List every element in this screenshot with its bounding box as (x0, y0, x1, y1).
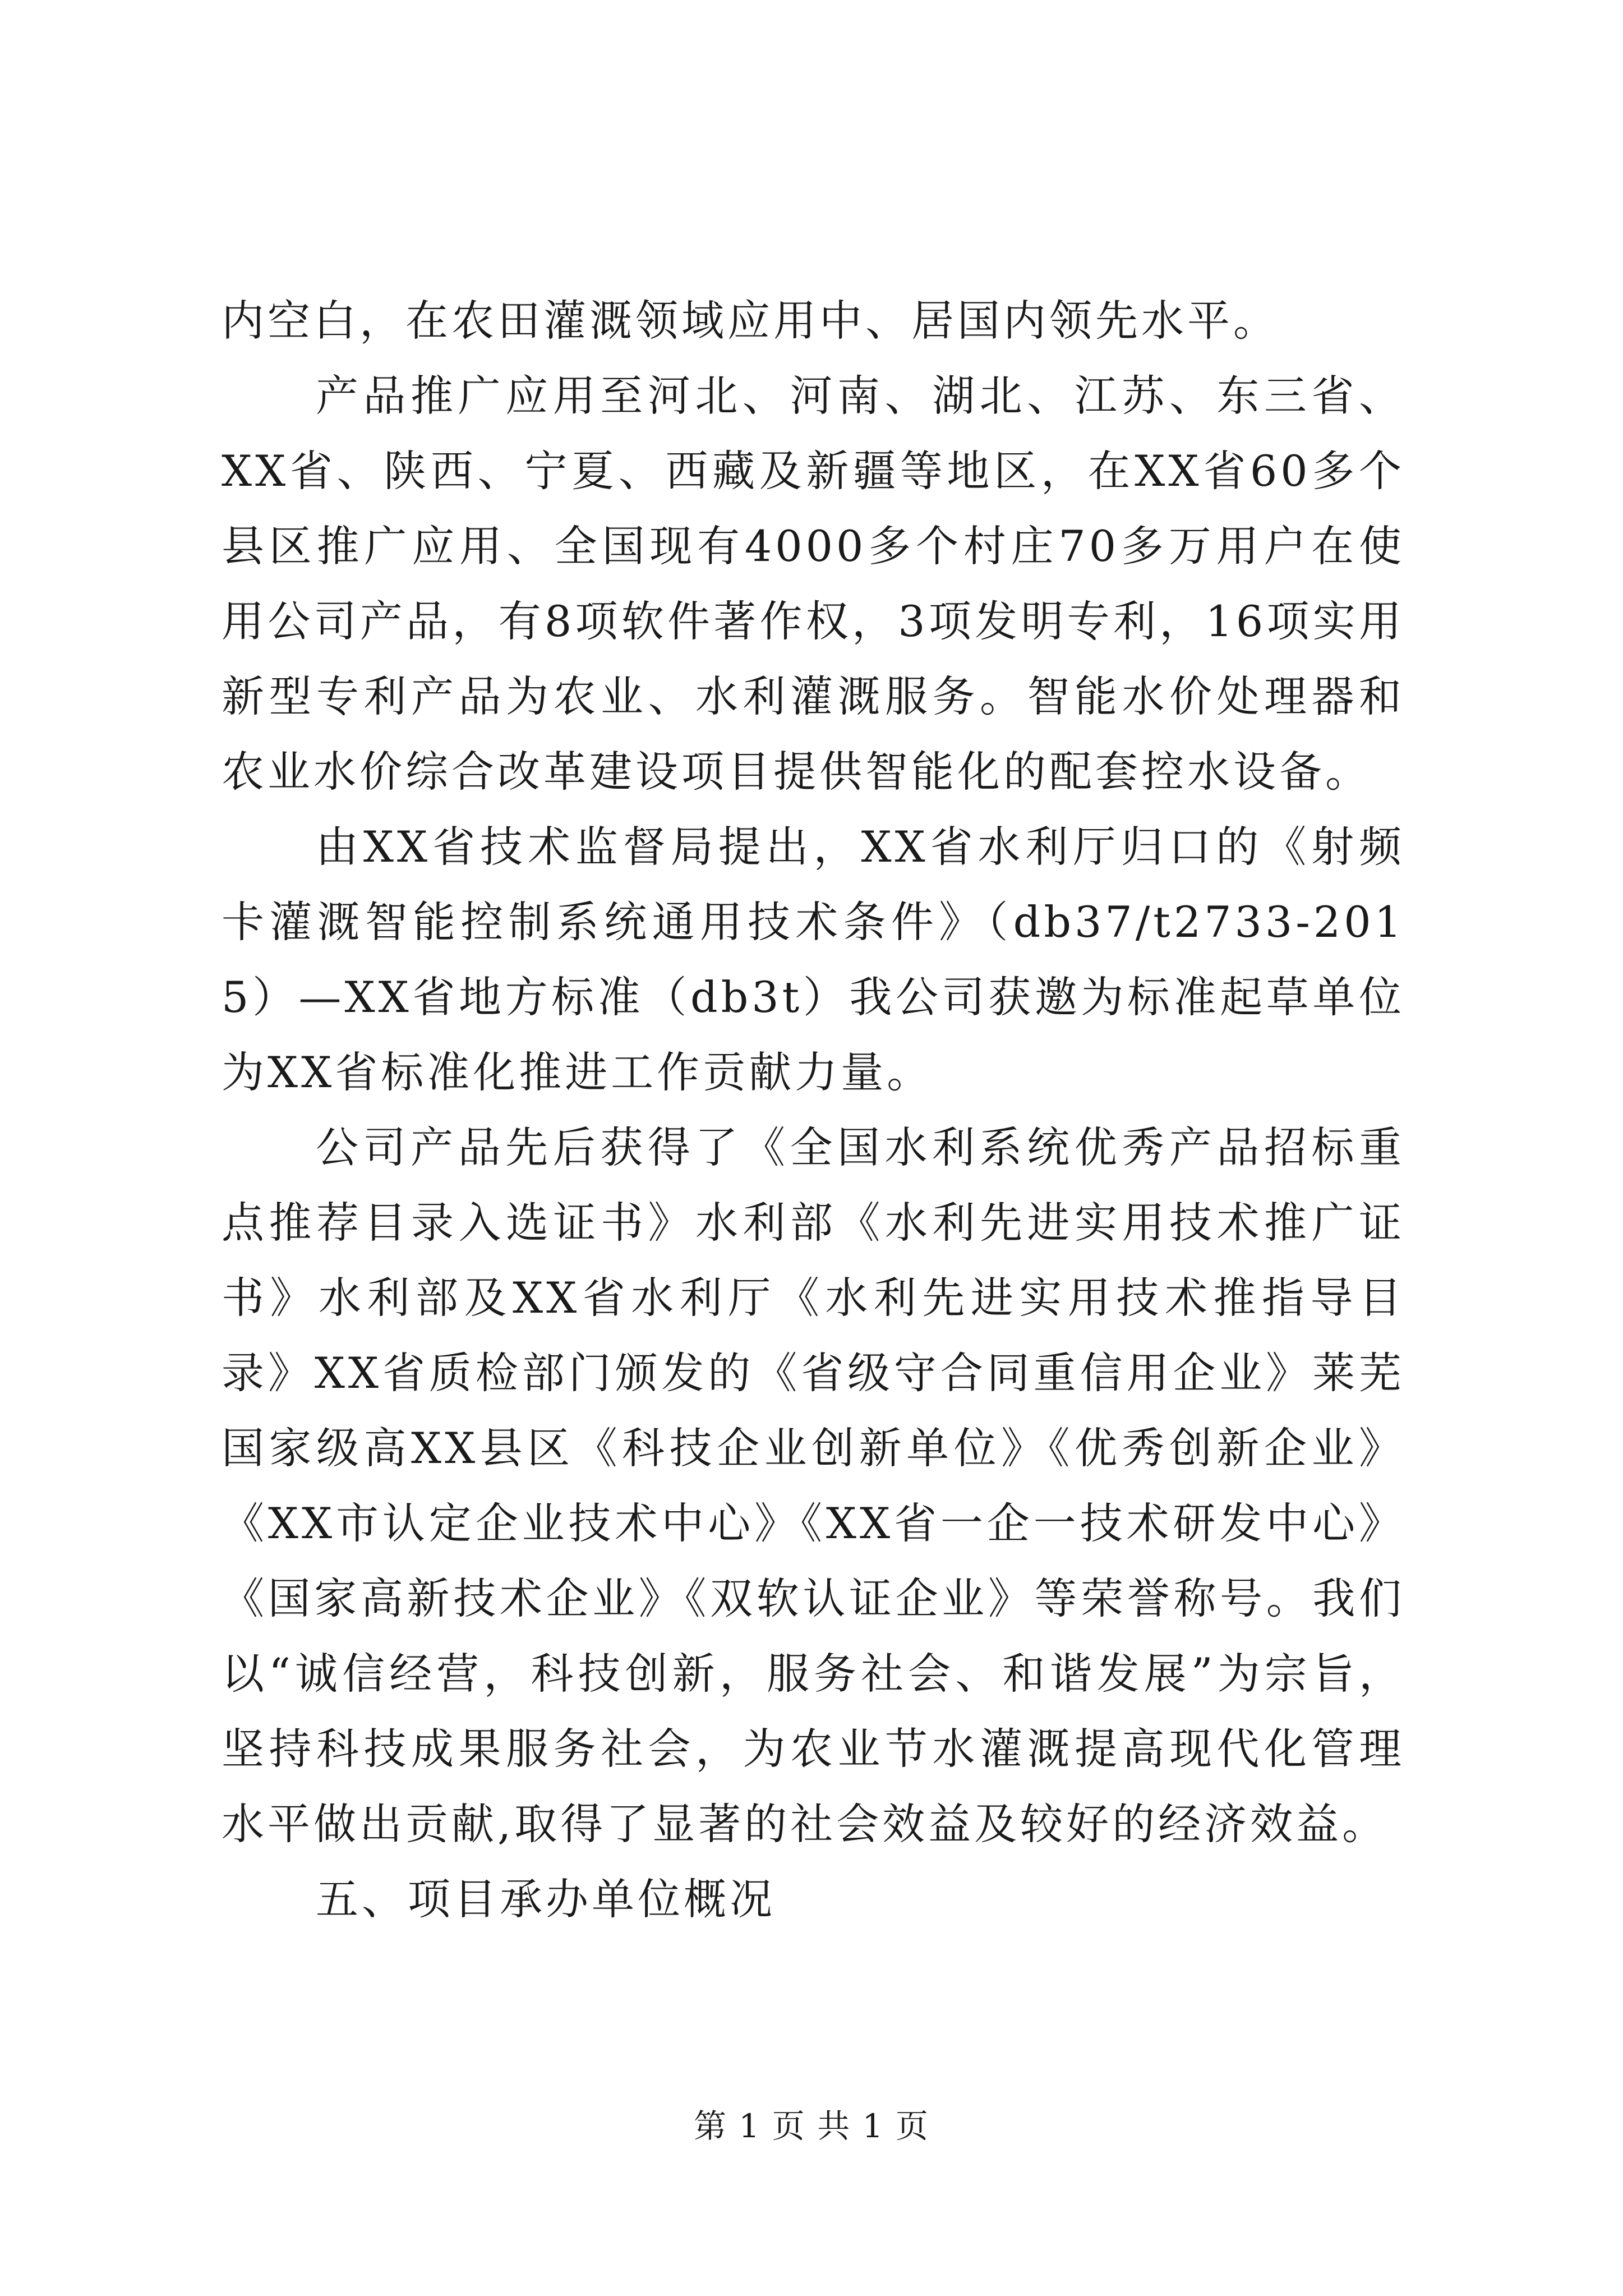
paragraph-continuation: 内空白，在农田灌溉领域应用中、居国内领先水平。 (222, 296, 1279, 346)
page-footer: 第 1 页 共 1 页 (694, 2107, 929, 2145)
paragraph-honors: 公司产品先后获得了《全国水利系统优秀产品招标重点推荐目录入选证书》水利部《水利先进实用技术推广证书》水利部及XX省水利厅《水利先进实用技术推指导目录》XX省质检部门颁发的《省级守合同重信用企业》莱芜国家级高XX县区《科技企业创新单位》《优秀创新企业》《XX市认定企业技术中心》《XX省一企一技术研发中心》《国家高新技术企业》《双软认证企业》等荣誉称号。我们以“诚信经营，科技创新，服务社会、和谐发展”为宗旨，坚持科技成果服务社会，为农业节水灌溉提高现代化管理水平做出贡献,取得了显著的社会效益及较好的经济效益。 (222, 1122, 1405, 1849)
document-body (222, 283, 1405, 1937)
section-heading: 五、项目承办单位概况 (316, 1874, 776, 1924)
paragraph-standard-drafting: 由XX省技术监督局提出，XX省水利厅归口的《射频卡灌溉智能控制系统通用技术条件》（db37/t2733-2015）—XX省地方标准（db3t）我公司获邀为标准起草单位为XX省标准化推进工作贡献力量。 (222, 822, 1405, 1097)
paragraph-product-promotion: 产品推广应用至河北、河南、湖北、江苏、东三省、XX省、陕西、宁夏、西藏及新疆等地区，在XX省60多个县区推广应用、全国现有4000多个村庄70多万用户在使用公司产品，有8项软件著作权，3项发明专利，16项实用新型专利产品为农业、水利灌溉服务。智能水价处理器和农业水价综合改革建设项目提供智能化的配套控水设备。 (222, 371, 1405, 797)
